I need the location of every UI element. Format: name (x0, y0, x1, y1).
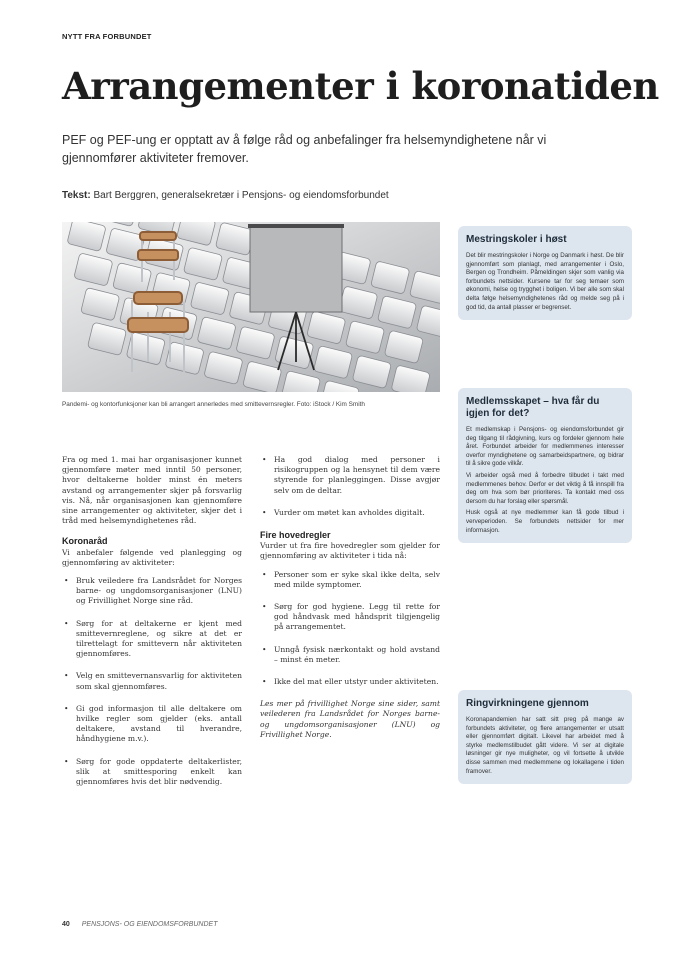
section-heading: Koronaråd (62, 536, 108, 547)
intro-paragraph: Fra og med 1. mai har organisasjoner kunnet gjennomføre møter med inntil 50 personer, hvor deltakerne holder minst én meters avstand og arrangementer skjer på forsvarlig vis. Nå, når organisasjonen kan gjennomføre sine arrangementer og aktiviteter, skjer det i tråd med helsemyndighetenes råd. (62, 455, 242, 526)
closing-note: Les mer på frivillighet Norge sine sider, samt veilederen fra Landsrådet for Norges barne- og ungdomsorganisasjoner (LNU) og Frivillighet Norge. (260, 699, 440, 739)
list-item: • Gi god informasjon til alle deltakere om hvilke regler som gjelder (eks. antall deltakere, avstand til hverandre, håndhygiene m.v.). (62, 704, 242, 745)
article-photo (62, 222, 440, 392)
rules-list (260, 570, 440, 688)
list-item: • Velg en smittevernansvarlig for aktiviteten som skal gjennomføres. (62, 671, 242, 691)
list-item: • Personer som er syke skal ikke delta, selv med milde symptomer. (260, 570, 440, 590)
byline-label: Tekst: (62, 190, 91, 201)
article-title: Arrangementer i koronatiden (62, 64, 659, 108)
sidebar-box-text: Det blir mestringskoler i Norge og Danmark i høst. De blir gjennomført som planlagt, med arrangementer i Oslo, Bergen og Trondheim. Påmeldingen skjer som vanlig via forbundets nettsider. Kursene tar for seg temaer som økonomi, helse og trygghet i boligen. Vi ber alle som skal delta følge helsemyndighetenes råd og melde seg på i god tid, da antall plasser er begrenset. (466, 252, 624, 311)
sidebar-box-ringvirkninger (458, 690, 632, 784)
list-item: • Sørg for gode oppdaterte deltakerlister, slik at smittesporing enkelt kan gjennomføres hvis det blir nødvendig. (62, 757, 242, 788)
section-heading: Fire hovedregler (260, 530, 331, 541)
photo-caption: Pandemi- og kontorfunksjoner kan bli arrangert annerledes med smittevernsregler. Foto: iStock / Kim Smith (62, 401, 365, 408)
page-number: 40 (62, 921, 70, 928)
article-column-left (62, 455, 242, 799)
sidebar-box-text: Koronapandemien har satt sitt preg på mange av forbundets aktiviteter, og flere arrangementer er utsatt eller gjennomført digitalt. Likevel har arbeidet med å styrke medlemstilbudet gått videre. Vi ser at digitale løsninger gir nye muligheter, og vil fortsette å utvikle disse sammen med medlemmene og lokallagene i tiden framover. (466, 716, 624, 775)
sidebar-box-text: Et medlemskap i Pensjons- og eiendomsforbundet gir deg tilgang til rådgivning, kurs og fordeler gjennom hele året. Forbundet arbeider for medlemmenes interesser overfor myndighetene og samarbeidspartnere, og bidrar til å sikre gode vilkår. (466, 426, 624, 468)
list-item: • Sørg for at deltakerne er kjent med smittevernreglene, og sikre at det er tilrettelagt for smittevern når aktiviteten gjennomføres. (62, 619, 242, 660)
body-paragraph: Vi anbefaler følgende ved planlegging og gjennomføring av aktiviteter: (62, 547, 242, 567)
sidebar-box-title: Medlemsskapet – hva får du igjen for det? (466, 396, 600, 419)
sidebar-box-title: Mestringskoler i høst (466, 234, 567, 245)
list-item: • Bruk veiledere fra Landsrådet for Norges barne- og ungdomsorganisasjoner (LNU) og Frivillighet Norge sine råd. (62, 576, 242, 607)
article-byline (62, 190, 389, 201)
sidebar-box-title: Ringvirkningene gjennom (466, 698, 589, 709)
sidebar-box-text: Vi arbeider også med å forbedre tilbudet i takt med medlemmenes behov. Derfor er det viktig å få innspill fra deg om hva som bør prioriteres. Ta kontakt med oss dersom du har forslag eller spørsmål. (466, 471, 624, 505)
list-item: • Ha god dialog med personer i risikogruppen og la hensynet til dem være styrende for planleggingen. Disse avgjør selv om de deltar. (260, 455, 440, 496)
article-column-middle (260, 455, 440, 748)
advice-list (62, 576, 242, 787)
keyboard-illustration (62, 222, 440, 392)
byline-text: Bart Berggren, generalsekretær i Pensjons- og eiendomsforbundet (93, 190, 389, 201)
footer-text: PENSJONS- OG EIENDOMSFORBUNDET (81, 921, 218, 928)
list-item: • Ikke del mat eller utstyr under aktiviteten. (260, 677, 440, 687)
sidebar-box-medlemsskapet (458, 388, 632, 543)
list-item: • Sørg for god hygiene. Legg til rette for god håndvask med håndsprit tilgjengelig på arrangementet. (260, 602, 440, 633)
sidebar-box-mestringskoler (458, 226, 632, 320)
advice-list (260, 455, 440, 518)
section-kicker: NYTT FRA FORBUNDET (62, 32, 152, 41)
sidebar-box-text: Husk også at nye medlemmer kan få gode tilbud i verveperioden. Se forbundets nettsider for mer informasjon. (466, 509, 624, 534)
list-item: • Vurder om møtet kan avholdes digitalt. (260, 508, 440, 518)
list-item: • Unngå fysisk nærkontakt og hold avstand – minst én meter. (260, 645, 440, 665)
page-footer (62, 921, 217, 928)
body-paragraph: Vurder ut fra fire hovedregler som gjelder for gjennomføring av aktiviteter i tida nå: (260, 541, 440, 561)
article-lead: PEF og PEF-ung er opptatt av å følge råd og anbefalinger fra helsemyndighetene når vi gjennomfører aktiviteter fremover. (62, 133, 547, 165)
